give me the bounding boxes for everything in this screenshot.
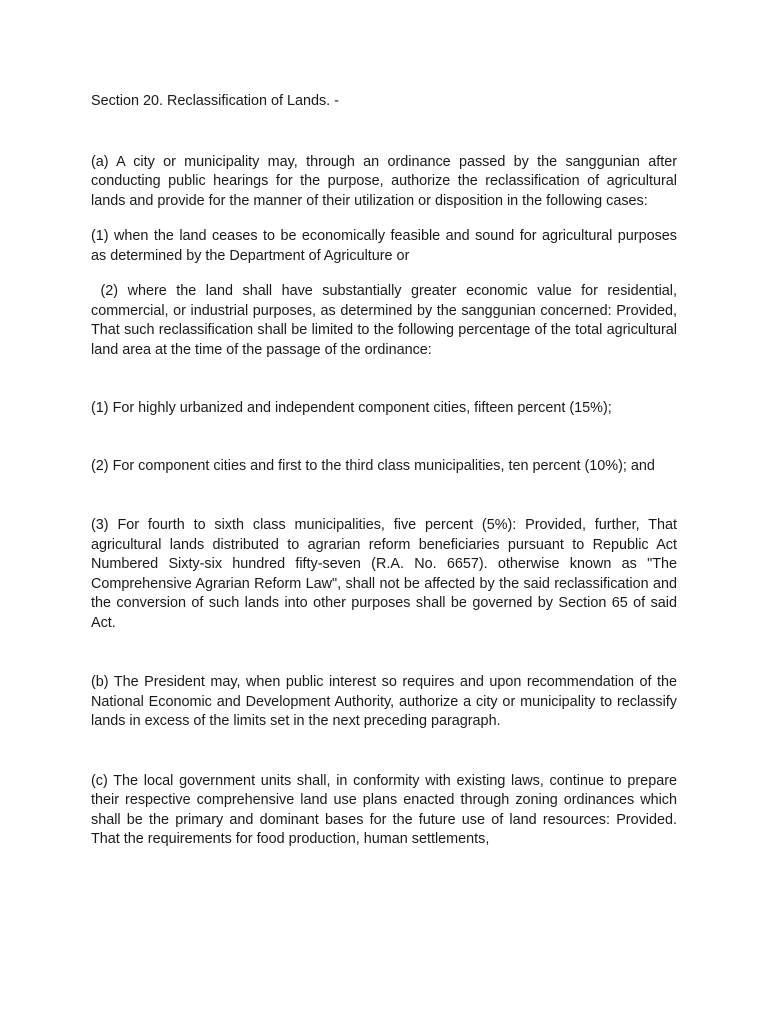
- paragraph-case-1: (1) when the land ceases to be economically feasible and sound for agricultural purposes as determined by the Department of Agriculture or: [91, 228, 677, 264]
- document-page: [91, 92, 677, 850]
- paragraph-c: (c) The local government units shall, in conformity with existing laws, continue to prepare their respective comprehensive land use plans enacted through zoning ordinances which shall be the primary and dominant bases for the future use of land resources: Provided. That the requirements for food production, human settlements,: [91, 772, 677, 847]
- paragraph-case-2: (2) where the land shall have substantially greater economic value for residential, commercial, or industrial purposes, as determined by the sanggunian concerned: Provided, That such reclassification shall be limited to the following percentage of the total agricultural land area at the time of the passage of the ordinance:: [91, 283, 677, 358]
- section-heading: Section 20. Reclassification of Lands. -: [91, 93, 339, 109]
- paragraph-limit-1: (1) For highly urbanized and independent component cities, fifteen percent (15%);: [91, 400, 612, 416]
- paragraph-a: (a) A city or municipality may, through an ordinance passed by the sanggunian after conducting public hearings for the purpose, authorize the reclassification of agricultural lands and provide for the manner of their utilization or disposition in the following cases:: [91, 153, 677, 209]
- paragraph-limit-3: (3) For fourth to sixth class municipalities, five percent (5%): Provided, further, That agricultural lands distributed to agrarian reform beneficiaries pursuant to Republic Act Numbered Sixty-six hundred fifty-seven (R.A. No. 6657). otherwise known as "The Comprehensive Agrarian Reform Law", shall not be affected by the said reclassification and the conversion of such lands into other purposes shall be governed by Section 65 of said Act.: [91, 517, 677, 631]
- paragraph-limit-2: (2) For component cities and first to the third class municipalities, ten percent (10%); and: [91, 457, 655, 474]
- paragraph-b: (b) The President may, when public interest so requires and upon recommendation of the National Economic and Development Authority, authorize a city or municipality to reclassify lands in excess of the limits set in the next preceding paragraph.: [91, 674, 677, 729]
